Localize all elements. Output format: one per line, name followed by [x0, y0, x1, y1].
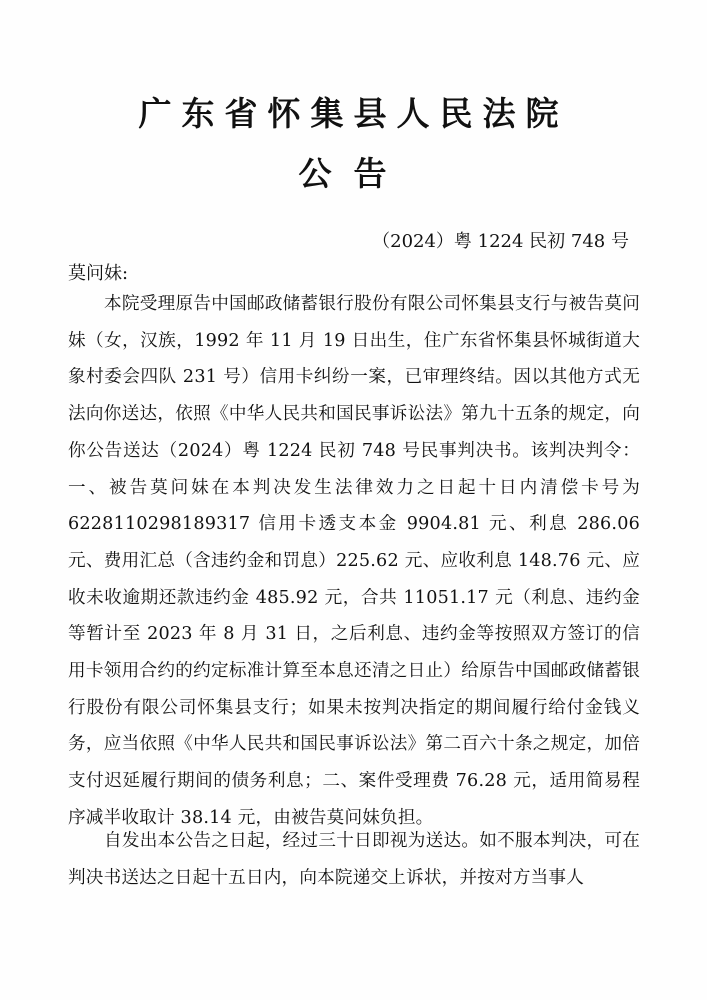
notice-title: 公告 [298, 154, 409, 193]
court-name-title: 广东省怀集县人民法院 [138, 94, 569, 133]
service-notice-paragraph: 自发出本公告之日起，经过三十日即视为送达。如不服本判决，可在判决书送达之日起十五日内，向本院递交上诉状，并按对方当事人 [68, 831, 640, 888]
judgment-paragraph: 本院受理原告中国邮政储蓄银行股份有限公司怀集县支行与被告莫问妹（女，汉族，1992 年 11 月 19 日出生，住广东省怀集县怀城街道大象村委会四队 231 号）信用卡纠纷一案，已审理终结。因以其他方式无法向你送达，依照《中华人民共和国民事诉讼法》第九十五条的规定，向你公告送达（2024）粤 1224 民初 748 号民事判决书。该判决判令：一、被告莫问妹在本判决发生法律效力之日起十日内清偿卡号为 6228110298189317 信用卡透支本金 9904.81 元、利息 286.06 元、费用汇总（含违约金和罚息）225.62 元、应收利息 148.76 元、应收未收逾期还款违约金 485.92 元，合共 11051.17 元（利息、违约金等暂计至 2023 年 8 月 31 日，之后利息、违约金等按照双方签订的信用卡领用合约的约定标准计算至本息还清之日止）给原告中国邮政储蓄银行股份有限公司怀集县支行；如果未按判决指定的期间履行给付金钱义务，应当依照《中华人民共和国民事诉讼法》第二百六十条之规定，加倍支付迟延履行期间的债务利息；二、案件受理费 76.28 元，适用简易程序减半收取计 38.14 元，由被告莫问妹负担。 [68, 294, 640, 828]
case-number: （2024）粤 1224 民初 748 号 [372, 231, 629, 252]
addressee: 莫问妹: [68, 263, 129, 284]
